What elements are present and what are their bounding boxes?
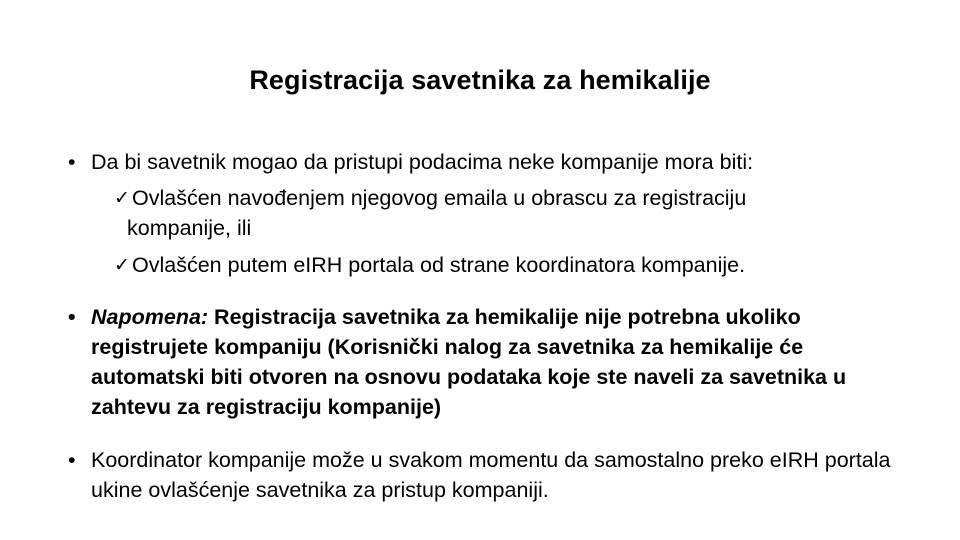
sub-bullet-text: Ovlašćen putem eIRH portala od strane koordinatora kompanije.: [132, 253, 746, 277]
note-label: Napomena:: [91, 305, 209, 329]
bullet-glyph: •: [68, 305, 76, 329]
check-icon: ✓: [114, 187, 130, 209]
bullet-item: [68, 147, 908, 177]
bullet-text: Koordinator kompanije može u svakom momentu da samostalno preko eIRH portala ukine ovlašćenje savetnika za pristup kompaniji.: [91, 448, 891, 502]
bullet-text: [91, 302, 908, 422]
sub-bullet-text: [127, 183, 894, 243]
sub-bullet-line: kompanije, ili: [127, 216, 252, 240]
sub-bullet-item: [114, 250, 894, 280]
bullet-item: [68, 445, 908, 505]
sub-bullet-item: [114, 183, 894, 243]
bullet-text: Da bi savetnik mogao da pristupi podacima neke kompanije mora biti:: [91, 150, 754, 174]
sub-bullet-line: Ovlašćen navođenjem njegovog emaila u obrascu za registraciju: [132, 186, 747, 210]
bullet-glyph: •: [68, 448, 76, 472]
slide-title: Registracija savetnika za hemikalije: [249, 65, 711, 95]
bullet-glyph: •: [68, 150, 76, 174]
note-text: Registracija savetnika za hemikalije nije potrebna ukoliko registrujete kompaniju (Korisnički nalog za savetnika za hemikalije će automatski biti otvoren na osnovu podataka koje ste naveli za savetnika u zahtevu za registraciju kompanije): [91, 305, 847, 419]
check-icon: ✓: [114, 254, 130, 276]
bullet-item: [68, 302, 908, 422]
